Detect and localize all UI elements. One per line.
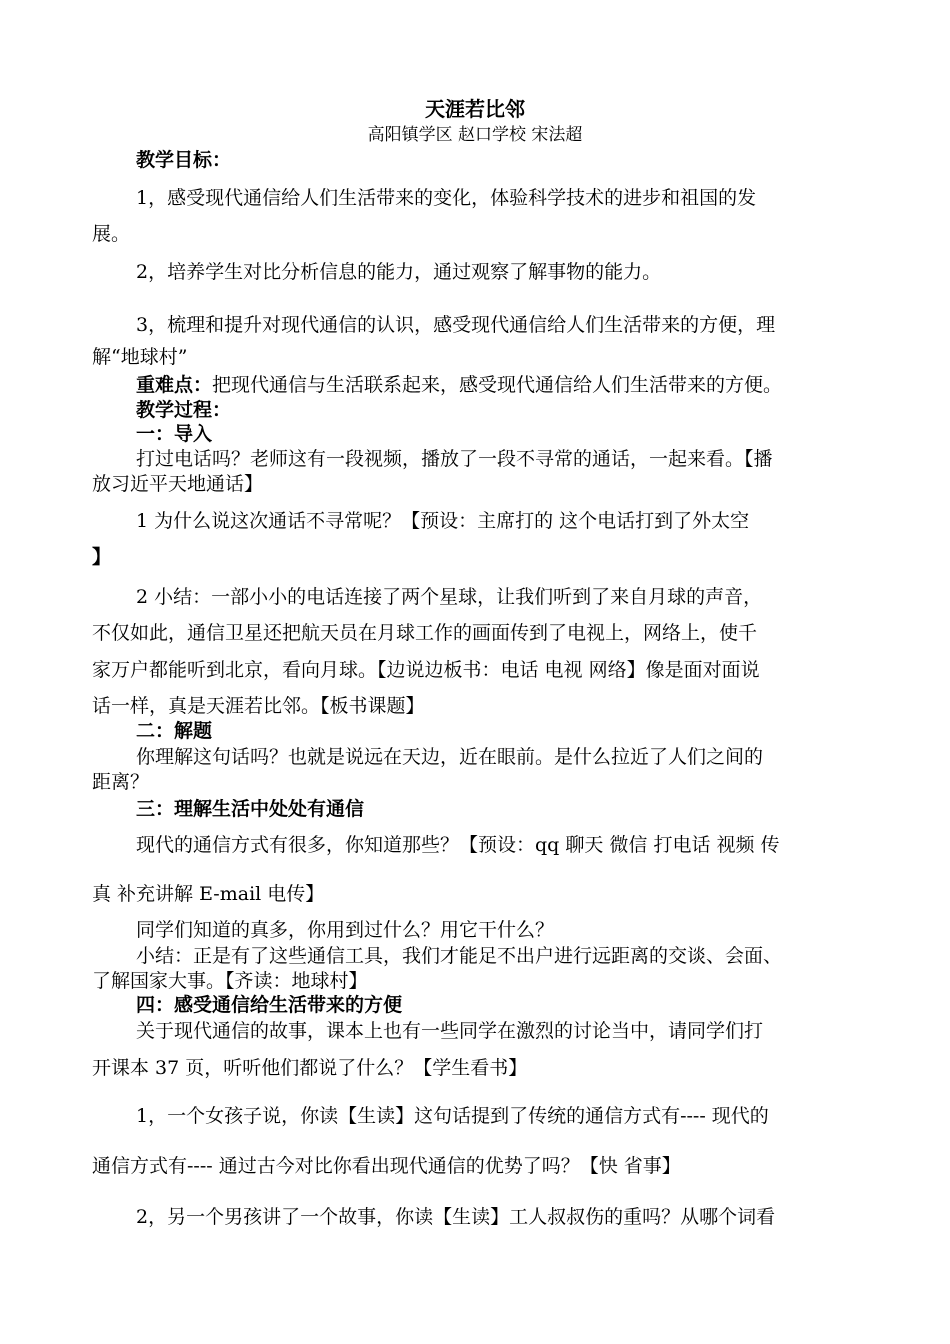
line-text: 家万户都能听到北京，看向月球。【边说边板书：电话 电视 网络】像是面对面说 xyxy=(92,659,760,681)
line-text: 2，另一个男孩讲了一个故事，你读【生读】工人叔叔伤的重吗？从哪个词看 xyxy=(136,1206,776,1228)
line-text: 】 xyxy=(92,546,112,568)
line-text: 小结：正是有了这些通信工具，我们才能足不出户进行远距离的交谈、会面、 xyxy=(136,945,783,967)
text-line xyxy=(136,719,212,743)
line-text: 解“地球村” xyxy=(92,346,188,368)
text-line xyxy=(136,422,212,446)
line-text: 3，梳理和提升对现代通信的认识，感受现代通信给人们生活带来的方便，理 xyxy=(136,314,776,336)
text-line xyxy=(136,797,364,821)
line-text: 2，培养学生对比分析信息的能力，通过观察了解事物的能力。 xyxy=(136,261,662,283)
line-text: 教学过程： xyxy=(136,399,232,421)
line-text: 教学目标： xyxy=(136,149,232,171)
text-line xyxy=(92,222,130,246)
text-line xyxy=(136,1205,775,1229)
text-line xyxy=(92,345,187,369)
text-line xyxy=(136,585,762,609)
text-line xyxy=(136,260,661,284)
line-text: 展。 xyxy=(92,223,131,245)
line-text: 通信方式有---- 通过古今对比你看出现代通信的优势了吗？【快 省事】 xyxy=(92,1155,681,1177)
text-line xyxy=(136,918,554,942)
text-line xyxy=(92,1154,681,1178)
line-text: 一：导入 xyxy=(136,423,213,445)
line-text: 放习近平天地通话】 xyxy=(92,473,264,495)
text-line xyxy=(136,186,756,210)
line-text: 2 小结：一部小小的电话连接了两个星球，让我们听到了来自月球的声音， xyxy=(136,586,763,608)
line-text: 四：感受通信给生活带来的方便 xyxy=(136,994,403,1016)
line-text: 三：理解生活中处处有通信 xyxy=(136,798,365,820)
document-title: 天涯若比邻 xyxy=(425,97,525,121)
text-line xyxy=(136,833,780,857)
line-text: 1，感受现代通信给人们生活带来的变化，体验科学技术的进步和祖国的发 xyxy=(136,187,757,209)
line-text: 距离？ xyxy=(92,771,150,793)
line-text: 不仅如此，通信卫星还把航天员在月球工作的画面传到了电视上，网络上，使千 xyxy=(92,622,758,644)
line-text: 二：解题 xyxy=(136,720,213,742)
line-label: 重难点： xyxy=(136,374,213,396)
text-line xyxy=(136,1104,769,1128)
text-line xyxy=(136,398,231,422)
text-line xyxy=(136,1019,763,1043)
text-line xyxy=(92,658,760,682)
line-text: 开课本 37 页，听听他们都说了什么？【学生看书】 xyxy=(92,1057,528,1079)
text-line xyxy=(136,993,402,1017)
text-line xyxy=(92,472,263,496)
line-text: 把现代通信与生活联系起来，感受现代通信给人们生活带来的方便。 xyxy=(212,374,783,396)
text-line xyxy=(92,545,111,569)
document-author: 高阳镇学区 赵口学校 宋法超 xyxy=(367,125,583,145)
line-text: 1 为什么说这次通话不寻常呢？【预设：主席打的 这个电话打到了外太空 xyxy=(136,510,750,532)
text-line xyxy=(136,509,749,533)
line-text: 真 补充讲解 E-mail 电传】 xyxy=(92,883,325,905)
text-line xyxy=(92,969,368,993)
text-line xyxy=(136,373,782,397)
line-text: 同学们知道的真多，你用到过什么？用它干什么？ xyxy=(136,919,555,941)
line-text: 你理解这句话吗？也就是说远在天边，近在眼前。是什么拉近了人们之间的 xyxy=(136,746,764,768)
line-text: 话一样，真是天涯若比邻。【板书课题】 xyxy=(92,695,425,717)
text-line xyxy=(136,745,763,769)
text-line xyxy=(136,313,775,337)
text-line xyxy=(136,447,773,471)
line-text: 了解国家大事。【齐读：地球村】 xyxy=(92,970,368,992)
text-line xyxy=(92,621,757,645)
line-text: 1，一个女孩子说，你读【生读】这句话提到了传统的通信方式有---- 现代的 xyxy=(136,1105,769,1127)
line-text: 现代的通信方式有很多，你知道那些？【预设：qq 聊天 微信 打电话 视频 传 xyxy=(136,834,780,856)
text-line xyxy=(92,770,149,794)
line-text: 打过电话吗？老师这有一段视频，播放了一段不寻常的通话，一起来看。【播 xyxy=(136,448,773,470)
text-line xyxy=(92,1056,527,1080)
text-line xyxy=(92,882,324,906)
line-text: 关于现代通信的故事，课本上也有一些同学在激烈的讨论当中，请同学们打 xyxy=(136,1020,764,1042)
text-line xyxy=(92,694,425,718)
text-line xyxy=(136,944,782,968)
text-line xyxy=(136,148,231,172)
